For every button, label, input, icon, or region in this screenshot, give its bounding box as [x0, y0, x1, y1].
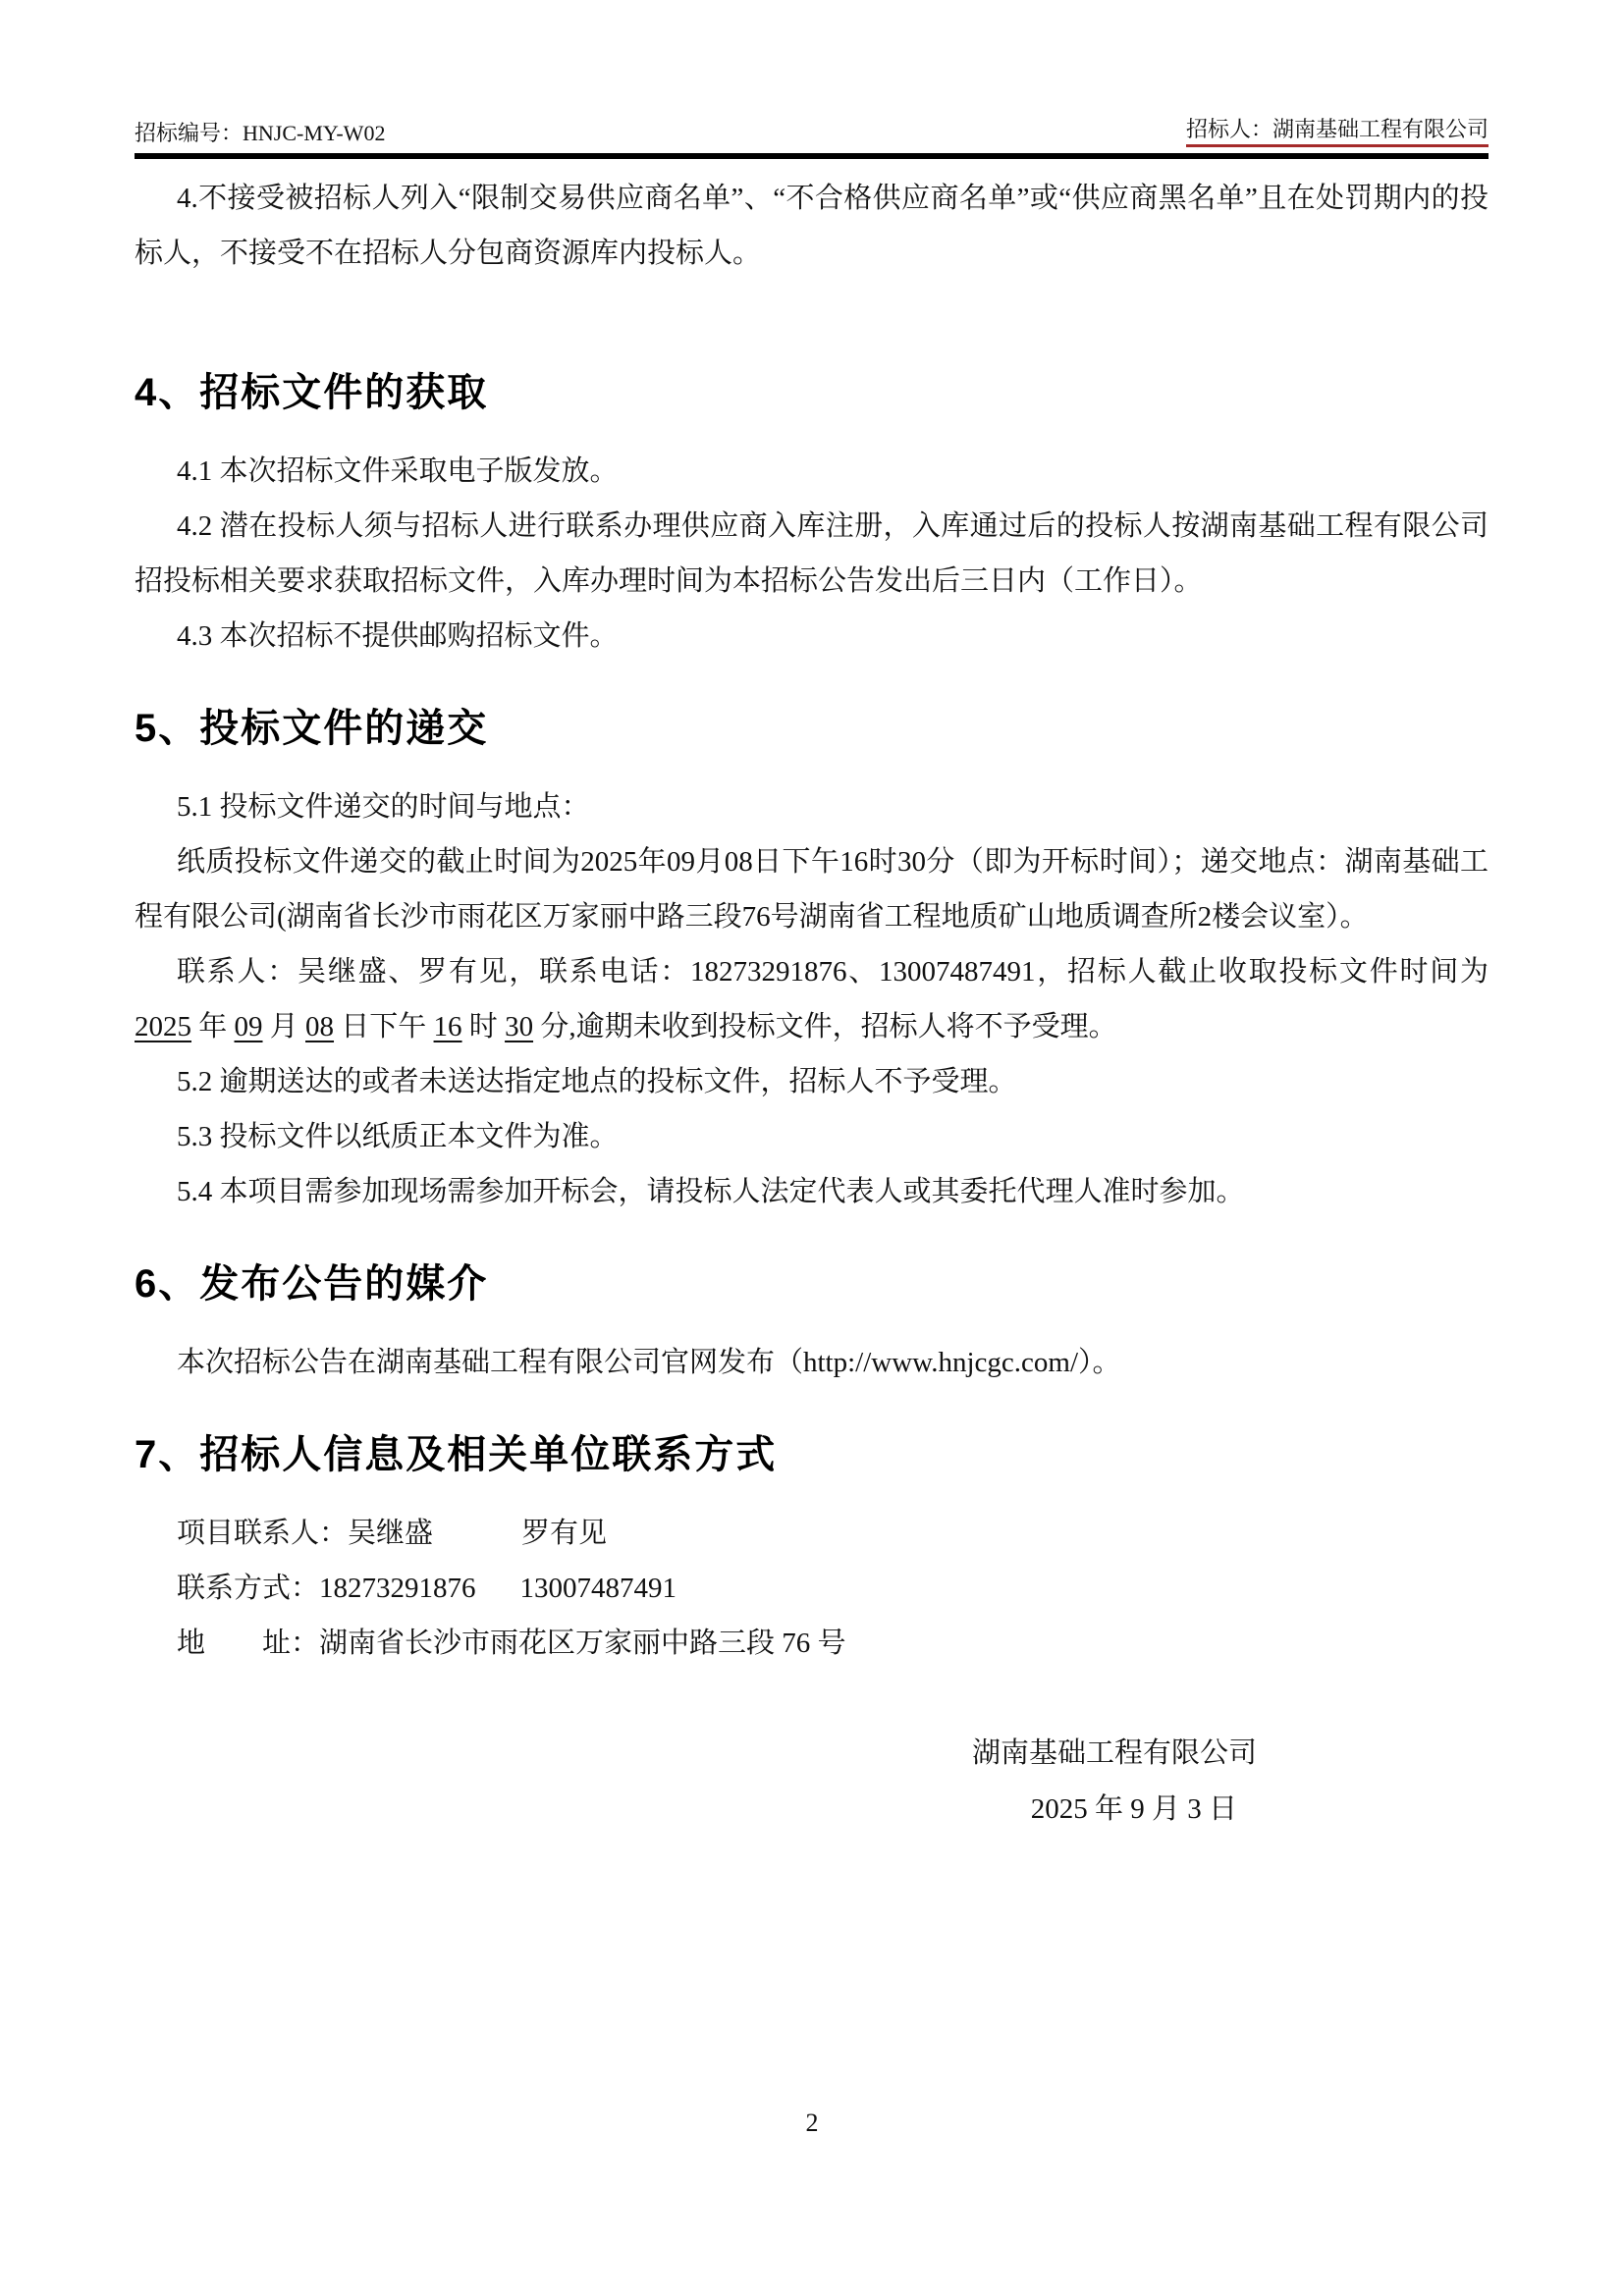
section-7-title: 7、招标人信息及相关单位联系方式: [135, 1433, 778, 1476]
contact-phones-row: [135, 1561, 1489, 1616]
address-row: [135, 1616, 1489, 1671]
address-label: 地 址：: [177, 1628, 320, 1659]
page-number: 2: [805, 2109, 819, 2137]
project-contacts-row: [135, 1506, 1489, 1561]
page-header: [135, 116, 1489, 159]
clause-5-3: 5.3 投标文件以纸质正本文件为准。: [177, 1121, 619, 1152]
contacts-label: 项目联系人：: [177, 1518, 349, 1549]
contact-name-2: 罗有见: [521, 1518, 608, 1549]
contact-name-1: 吴继盛: [348, 1518, 434, 1549]
clause-5-1: 5.1 投标文件递交的时间与地点：: [177, 791, 590, 823]
address-value: 湖南省长沙市雨花区万家丽中路三段 76 号: [319, 1628, 846, 1659]
clause-4-supplier-restrictions: 4.不接受被招标人列入“限制交易供应商名单”、“不合格供应商名单”或“供应商黑名单”且在处罚期内的投标人，不接受不在招标人分包商资源库内投标人。: [135, 183, 1489, 269]
clause-5-4: 5.4 本项目需参加现场需参加开标会，请投标人法定代表人或其委托代理人准时参加。: [177, 1176, 1245, 1207]
phone-number-1: 18273291876: [319, 1573, 476, 1604]
phones-label: 联系方式：: [177, 1573, 320, 1604]
signature-block: [135, 1726, 1489, 1838]
clause-5-2: 5.2 逾期送达的或者未送达指定地点的投标文件，招标人不予受理。: [177, 1066, 1017, 1097]
signature-company: 湖南基础工程有限公司: [971, 1737, 1257, 1769]
tender-number: 招标编号：HNJC-MY-W02: [135, 121, 386, 145]
clause-4-1: 4.1 本次招标文件采取电子版发放。: [177, 455, 619, 487]
tenderer-name: 招标人：湖南基础工程有限公司: [1186, 116, 1489, 147]
clause-4-3: 4.3 本次招标不提供邮购招标文件。: [177, 620, 619, 652]
clause-6-1: 本次招标公告在湖南基础工程有限公司官网发布（http://www.hnjcgc.com/）。: [177, 1347, 1121, 1378]
document-body: [135, 171, 1489, 1838]
section-4-title: 4、招标文件的获取: [135, 371, 489, 414]
section-6-title: 6、发布公告的媒介: [135, 1262, 489, 1306]
signature-date: 2025 年 9 月 3 日: [1030, 1793, 1237, 1825]
clause-5-1-place: 纸质投标文件递交的截止时间为2025年09月08日下午16时30分（即为开标时间）；递交地点：湖南基础工程有限公司(湖南省长沙市雨花区万家丽中路三段76号湖南省工程地质矿山地质调查所2楼会议室）。: [135, 846, 1489, 933]
section-5-title: 5、投标文件的递交: [135, 707, 489, 750]
clause-4-2: 4.2 潜在投标人须与招标人进行联系办理供应商入库注册，入库通过后的投标人按湖南基础工程有限公司招投标相关要求获取招标文件，入库办理时间为本招标公告发出后三日内（工作日）。: [135, 510, 1489, 597]
phone-number-2: 13007487491: [519, 1573, 677, 1604]
clause-5-1-deadline: 联系人：吴继盛、罗有见，联系电话：18273291876、13007487491，招标人截止收取投标文件时间为 2025 年 09 月 08 日下午 16 时 30 分,逾期未收到投标文件，招标人将不予受理。: [135, 956, 1489, 1042]
